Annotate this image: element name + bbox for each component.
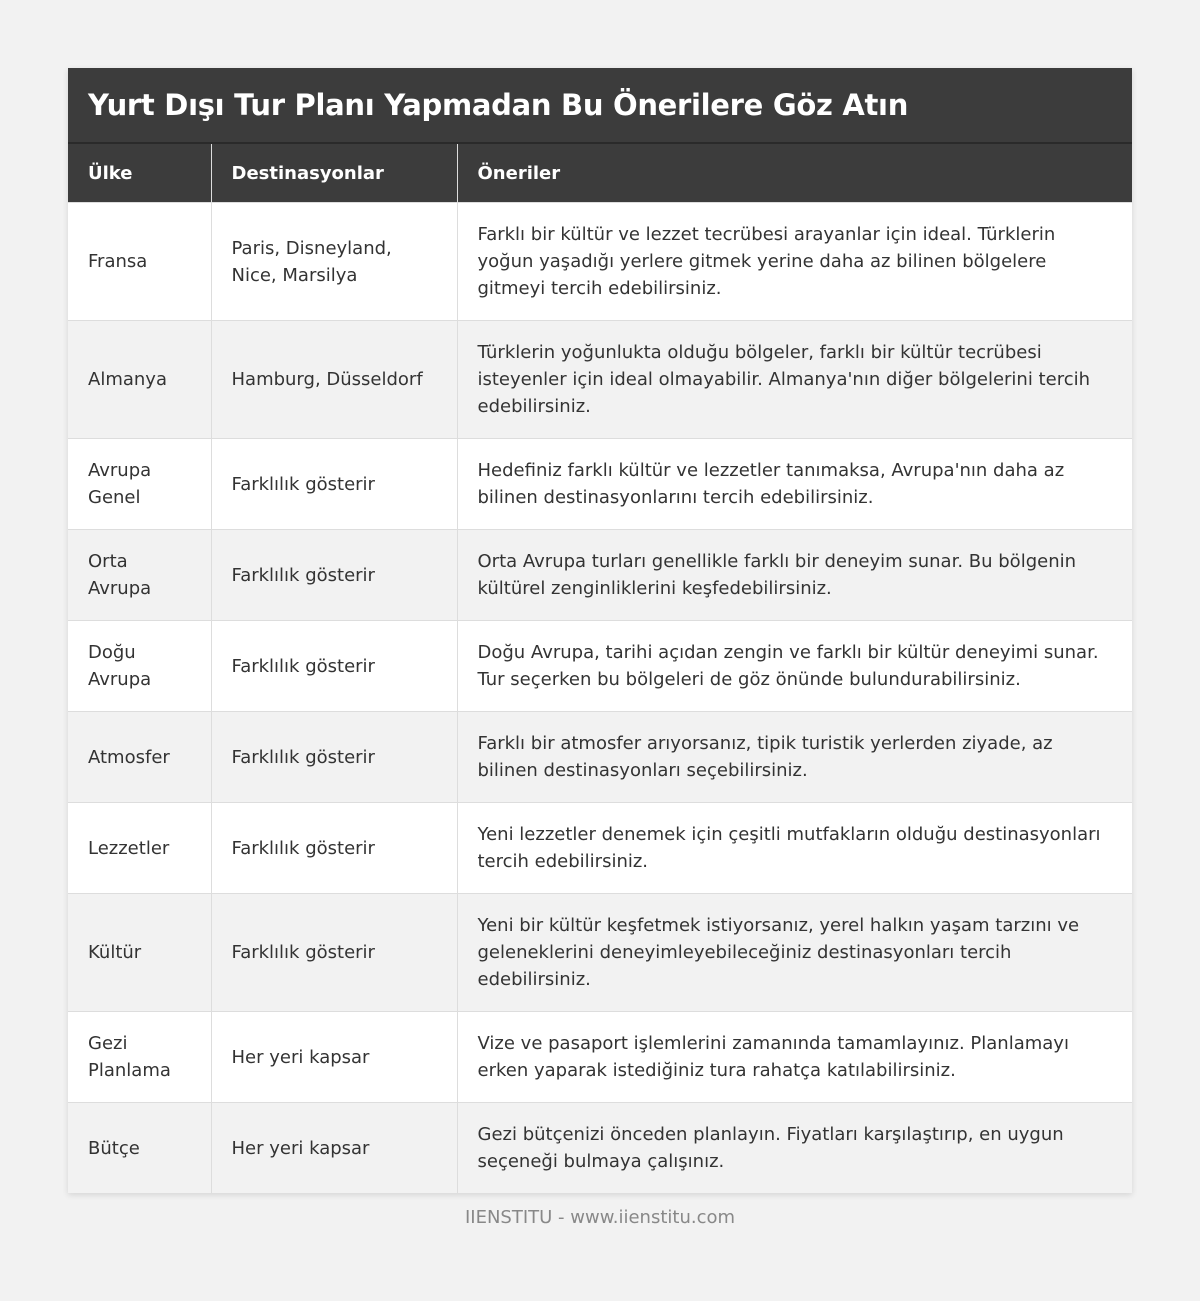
cell-destinations: Farklılık gösterir: [211, 712, 457, 803]
cell-advice: Farklı bir kültür ve lezzet tecrübesi arayanlar için ideal. Türklerin yoğun yaşadığı yerlere gitmek yerine daha az bilinen bölgelere gitmeyi tercih edebilirsiniz.: [457, 203, 1132, 321]
cell-country: Orta Avrupa: [68, 530, 211, 621]
cell-country: Fransa: [68, 203, 211, 321]
table-header-row: [68, 144, 1132, 203]
table-row: [68, 321, 1132, 439]
cell-country: Gezi Planlama: [68, 1012, 211, 1103]
table-row: [68, 439, 1132, 530]
cell-destinations: Her yeri kapsar: [211, 1012, 457, 1103]
cell-advice: Vize ve pasaport işlemlerini zamanında tamamlayınız. Planlamayı erken yaparak istediğiniz tura rahatça katılabilirsiniz.: [457, 1012, 1132, 1103]
column-header-advice: Öneriler: [457, 144, 1132, 203]
cell-advice: Doğu Avrupa, tarihi açıdan zengin ve farklı bir kültür deneyimi sunar. Tur seçerken bu bölgeleri de göz önünde bulundurabilirsiniz.: [457, 621, 1132, 712]
cell-destinations: Farklılık gösterir: [211, 803, 457, 894]
table-row: [68, 712, 1132, 803]
cell-destinations: Farklılık gösterir: [211, 439, 457, 530]
table-row: [68, 1012, 1132, 1103]
cell-country: Avrupa Genel: [68, 439, 211, 530]
cell-country: Kültür: [68, 894, 211, 1012]
cell-destinations: Farklılık gösterir: [211, 530, 457, 621]
cell-destinations: Hamburg, Düsseldorf: [211, 321, 457, 439]
cell-country: Atmosfer: [68, 712, 211, 803]
column-header-country: Ülke: [68, 144, 211, 203]
cell-advice: Yeni lezzetler denemek için çeşitli mutfakların olduğu destinasyonları tercih edebilirsiniz.: [457, 803, 1132, 894]
table-row: [68, 530, 1132, 621]
table-card: [68, 68, 1132, 1193]
cell-advice: Farklı bir atmosfer arıyorsanız, tipik turistik yerlerden ziyade, az bilinen destinasyonları seçebilirsiniz.: [457, 712, 1132, 803]
title-bar: [68, 68, 1132, 144]
cell-country: Doğu Avrupa: [68, 621, 211, 712]
cell-advice: Yeni bir kültür keşfetmek istiyorsanız, yerel halkın yaşam tarzını ve geleneklerini deneyimleyebileceğiniz destinasyonları tercih edebilirsiniz.: [457, 894, 1132, 1012]
table-row: [68, 803, 1132, 894]
page-title: Yurt Dışı Tur Planı Yapmadan Bu Önerilere Göz Atın: [88, 88, 909, 122]
cell-destinations: Her yeri kapsar: [211, 1103, 457, 1194]
recommendations-table: [68, 144, 1132, 1193]
cell-advice: Orta Avrupa turları genellikle farklı bir deneyim sunar. Bu bölgenin kültürel zenginliklerini keşfedebilirsiniz.: [457, 530, 1132, 621]
table-row: [68, 621, 1132, 712]
cell-destinations: Paris, Disneyland, Nice, Marsilya: [211, 203, 457, 321]
cell-advice: Gezi bütçenizi önceden planlayın. Fiyatları karşılaştırıp, en uygun seçeneği bulmaya çalışınız.: [457, 1103, 1132, 1194]
cell-destinations: Farklılık gösterir: [211, 894, 457, 1012]
cell-country: Almanya: [68, 321, 211, 439]
cell-country: Bütçe: [68, 1103, 211, 1194]
column-header-destinations: Destinasyonlar: [211, 144, 457, 203]
cell-advice: Hedefiniz farklı kültür ve lezzetler tanımaksa, Avrupa'nın daha az bilinen destinasyonlarını tercih edebilirsiniz.: [457, 439, 1132, 530]
table-row: [68, 1103, 1132, 1194]
cell-destinations: Farklılık gösterir: [211, 621, 457, 712]
cell-country: Lezzetler: [68, 803, 211, 894]
cell-advice: Türklerin yoğunlukta olduğu bölgeler, farklı bir kültür tecrübesi isteyenler için ideal olmayabilir. Almanya'nın diğer bölgelerini tercih edebilirsiniz.: [457, 321, 1132, 439]
table-row: [68, 894, 1132, 1012]
table-row: [68, 203, 1132, 321]
footer-credit: IIENSTITU - www.iienstitu.com: [464, 1207, 736, 1228]
